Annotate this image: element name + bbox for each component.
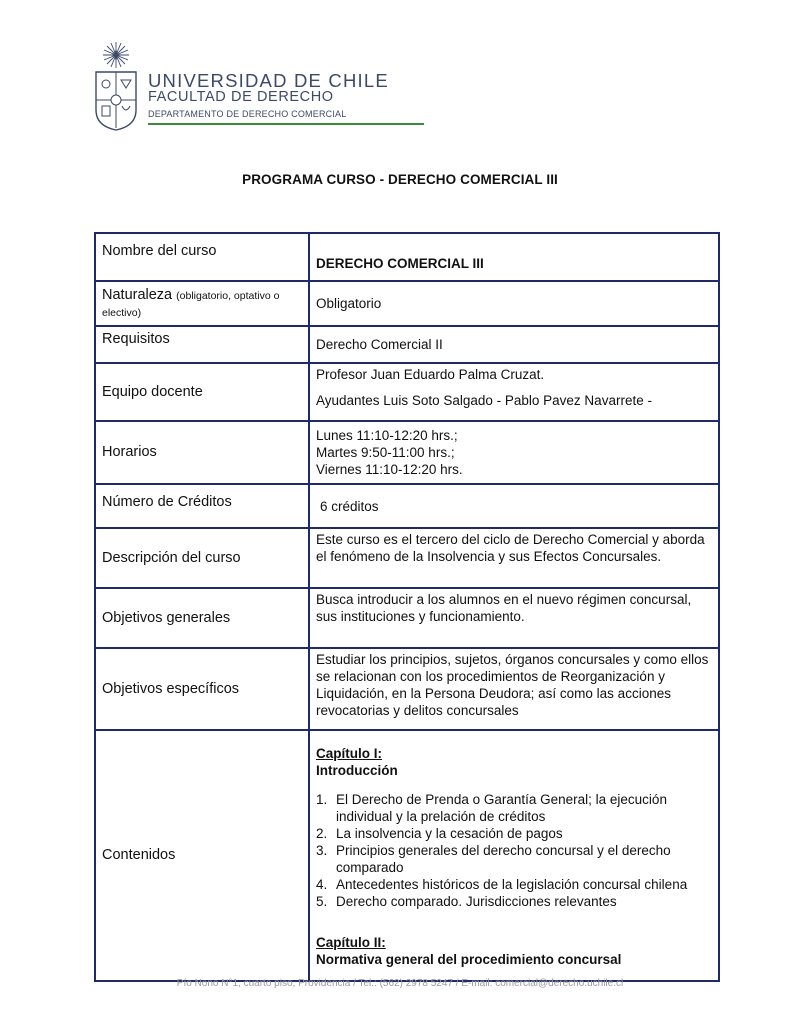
list-item: 3. Principios generales del derecho concursal y el derecho comparado bbox=[316, 843, 671, 875]
program-table bbox=[94, 232, 720, 982]
label-horarios: Horarios bbox=[95, 421, 309, 484]
row-obj-generales bbox=[95, 588, 719, 648]
chapter-1-title: Introducción bbox=[316, 763, 398, 778]
value-requisitos: Derecho Comercial II bbox=[309, 326, 719, 363]
assistants-names: Ayudantes Luis Soto Salgado - Pablo Pavez Navarrete - bbox=[316, 393, 652, 408]
value-obj-especificos: Estudiar los principios, sujetos, órganos concursales y como ellos se relacionan con los procedimientos de Reorganización y Liquidación, en la Persona Deudora; así como las acciones revocatorias y delitos concursales bbox=[309, 648, 719, 730]
document-title: PROGRAMA CURSO - DERECHO COMERCIAL III bbox=[242, 172, 558, 187]
label-obj-especificos: Objetivos específicos bbox=[95, 648, 309, 730]
label-creditos: Número de Créditos bbox=[95, 484, 309, 528]
label-equipo: Equipo docente bbox=[95, 363, 309, 421]
value-horarios bbox=[309, 421, 719, 484]
label-naturaleza-main: Naturaleza bbox=[102, 286, 173, 303]
value-nombre: DERECHO COMERCIAL III bbox=[309, 233, 719, 281]
row-horarios bbox=[95, 421, 719, 484]
label-naturaleza-note: (obligatorio, optativo o electivo) bbox=[102, 289, 280, 319]
list-item: 2. La insolvencia y la cesación de pagos bbox=[316, 826, 563, 841]
row-creditos bbox=[95, 484, 719, 528]
label-descripcion: Descripción del curso bbox=[95, 528, 309, 588]
value-obj-generales: Busca introducir a los alumnos en el nuevo régimen concursal, sus instituciones y funcionamiento. bbox=[309, 588, 719, 648]
professor-name: Profesor Juan Eduardo Palma Cruzat. bbox=[316, 367, 545, 382]
list-item: 4. Antecedentes históricos de la legislación concursal chilena bbox=[316, 877, 688, 892]
row-naturaleza bbox=[95, 281, 719, 326]
label-nombre: Nombre del curso bbox=[95, 233, 309, 281]
value-equipo bbox=[309, 363, 719, 421]
university-seal-icon bbox=[92, 38, 140, 132]
page-footer: Pío Nono N°1, cuarto piso, Providencia / Tel.: (562) 2978 5247 / E-mail: comercial@derecho.uchile.cl bbox=[176, 978, 624, 989]
row-nombre bbox=[95, 233, 719, 281]
label-contenidos: Contenidos bbox=[95, 730, 309, 981]
list-item: 1. El Derecho de Prenda o Garantía General; la ejecución individual y la prelación de créditos bbox=[316, 792, 667, 824]
row-descripcion bbox=[95, 528, 719, 588]
value-contenidos bbox=[309, 730, 719, 981]
row-equipo bbox=[95, 363, 719, 421]
department-name: DEPARTAMENTO DE DERECHO COMERCIAL bbox=[148, 109, 347, 119]
horario-line: Martes 9:50-11:00 hrs.; bbox=[316, 445, 455, 460]
value-descripcion: Este curso es el tercero del ciclo de Derecho Comercial y aborda el fenómeno de la Insolvencia y sus Efectos Concursales. bbox=[309, 528, 719, 588]
horario-line: Viernes 11:10-12:20 hrs. bbox=[316, 462, 463, 477]
chapter-1-list bbox=[316, 791, 712, 910]
value-naturaleza: Obligatorio bbox=[309, 281, 719, 326]
value-creditos: 6 créditos bbox=[309, 484, 719, 528]
list-item: 5. Derecho comparado. Jurisdicciones relevantes bbox=[316, 894, 617, 909]
university-name: UNIVERSIDAD DE CHILE bbox=[148, 70, 389, 91]
label-requisitos: Requisitos bbox=[95, 326, 309, 363]
label-obj-generales: Objetivos generales bbox=[95, 588, 309, 648]
row-requisitos bbox=[95, 326, 719, 363]
row-obj-especificos bbox=[95, 648, 719, 730]
chapter-2-title: Normativa general del procedimiento concursal bbox=[316, 952, 622, 967]
letterhead bbox=[92, 38, 422, 133]
row-contenidos bbox=[95, 730, 719, 981]
label-naturaleza bbox=[95, 281, 309, 326]
faculty-name: FACULTAD DE DERECHO bbox=[148, 89, 334, 105]
chapter-1-heading: Capítulo I: bbox=[316, 746, 382, 761]
horario-line: Lunes 11:10-12:20 hrs.; bbox=[316, 428, 458, 443]
chapter-2-heading: Capítulo II: bbox=[316, 935, 386, 950]
department-rule bbox=[148, 123, 424, 125]
